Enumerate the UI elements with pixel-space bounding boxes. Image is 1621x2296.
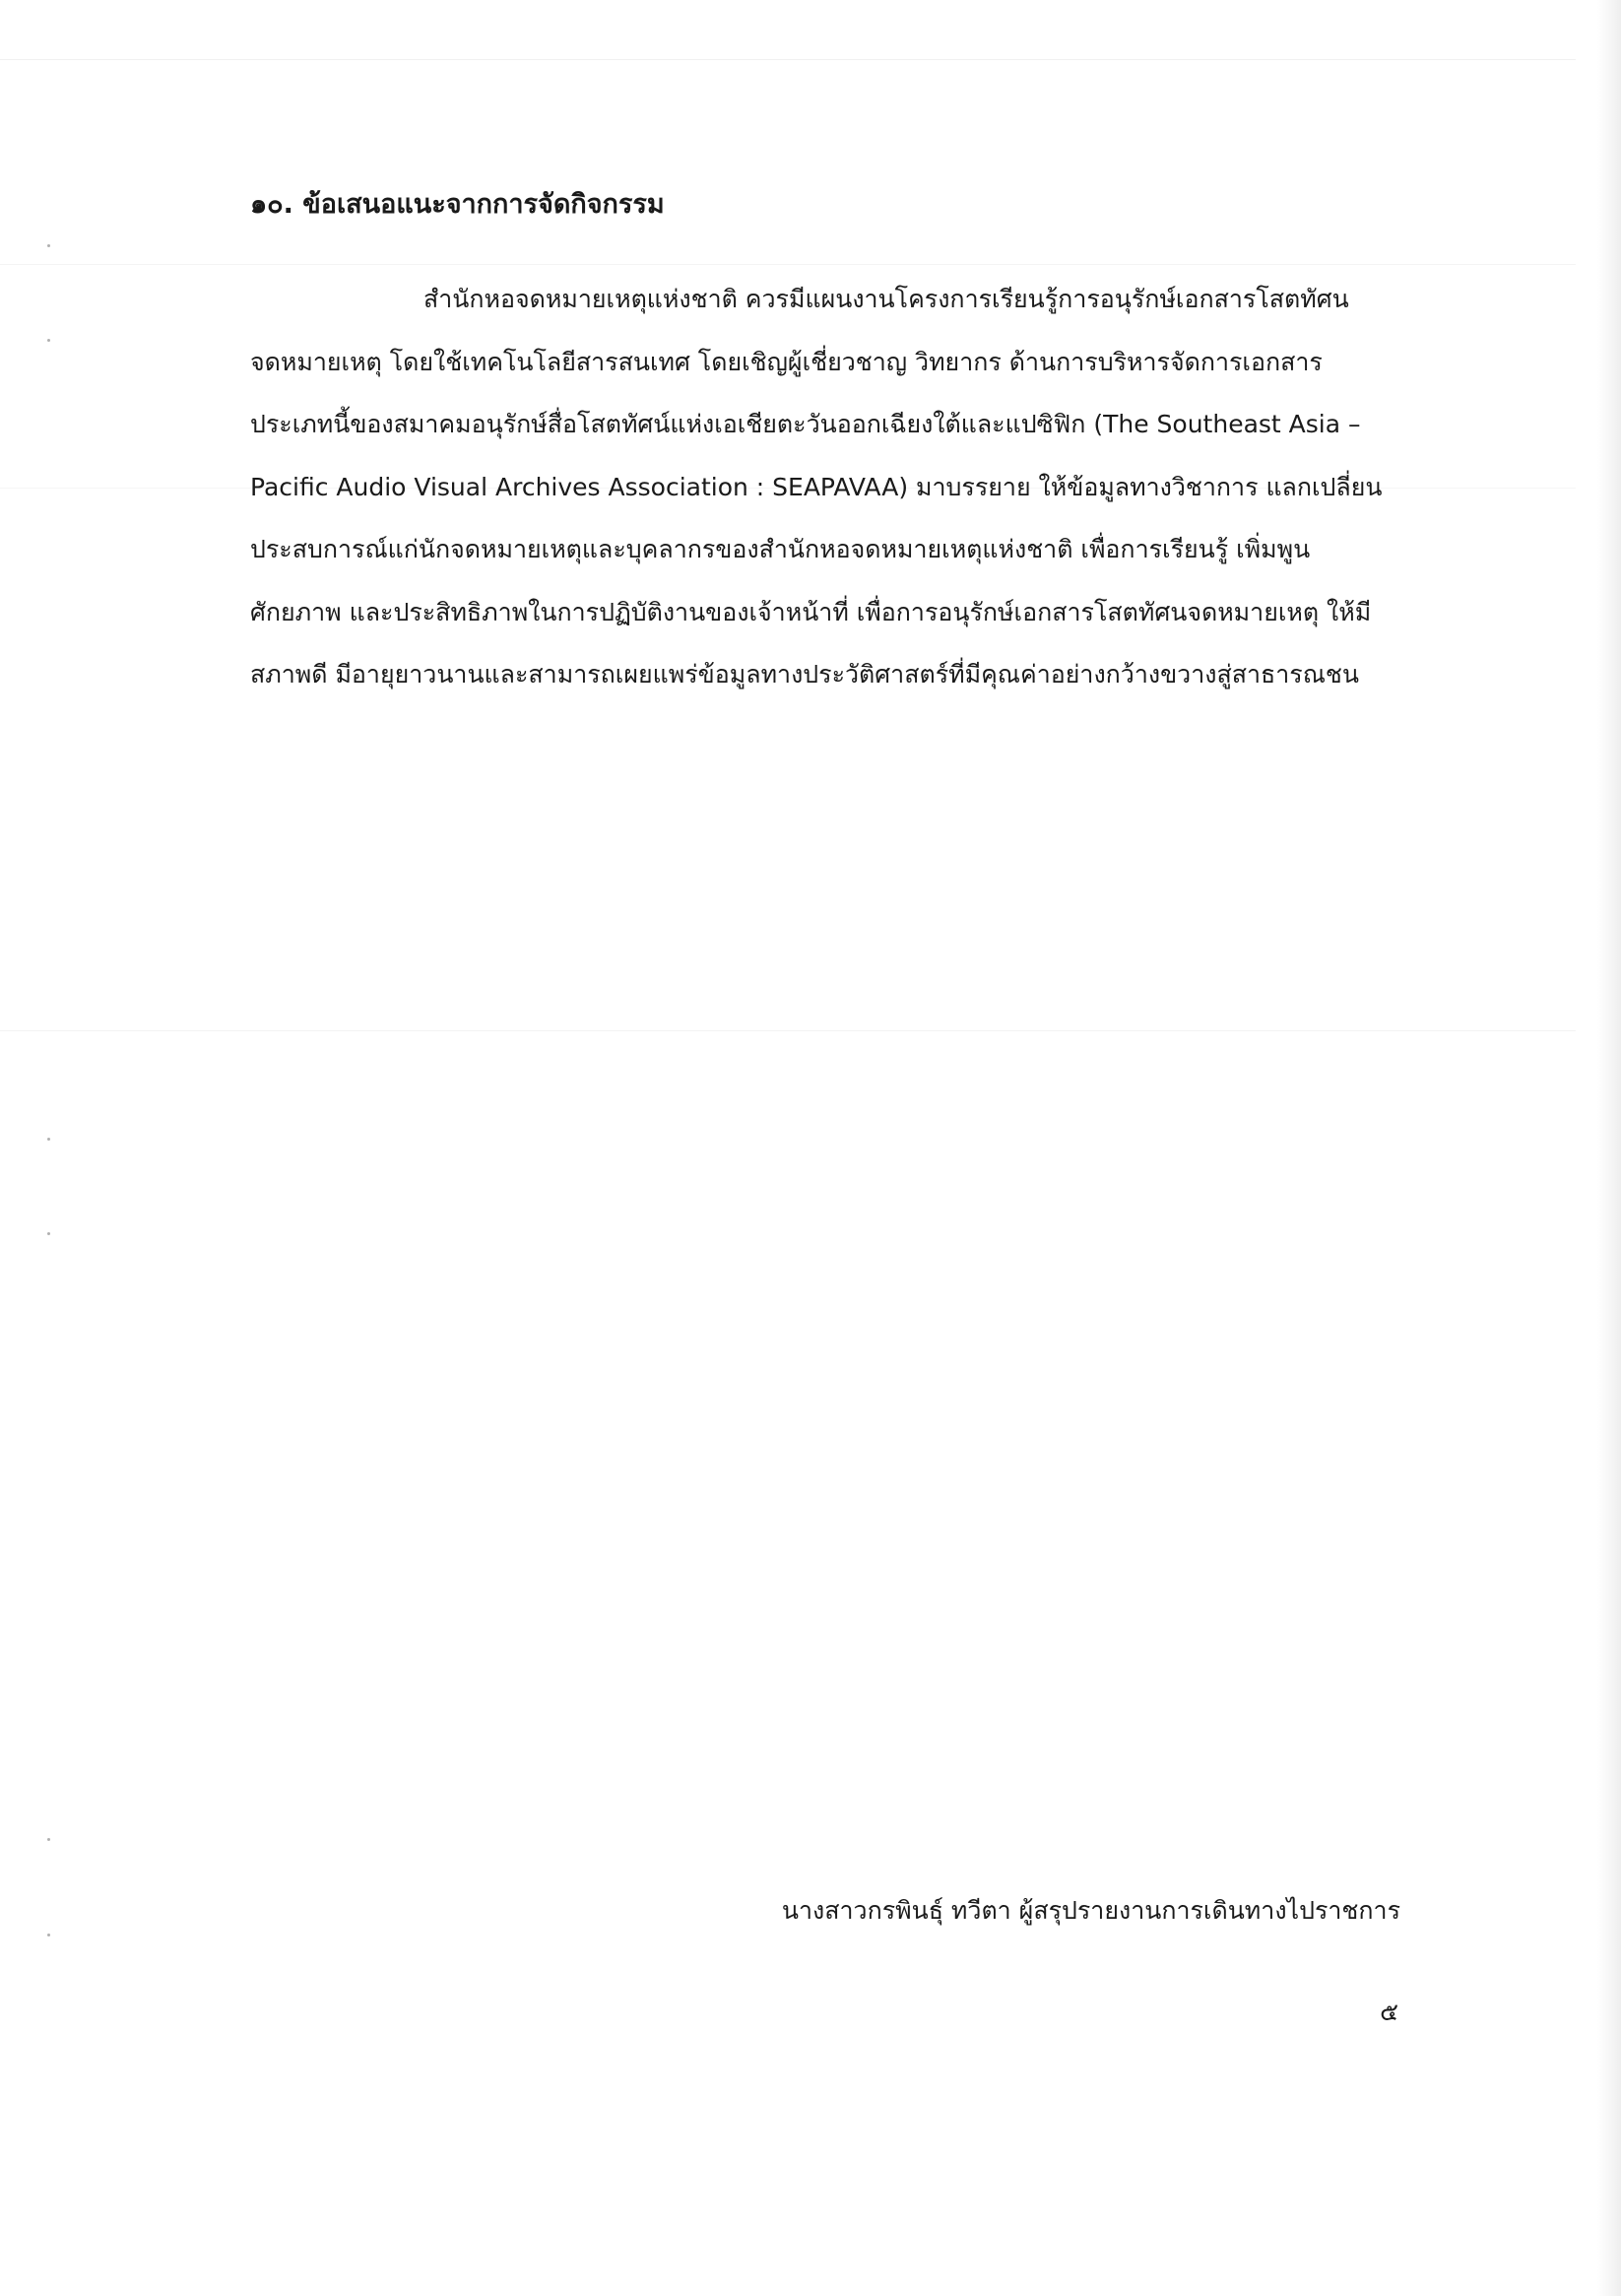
- scan-speck: [47, 1838, 50, 1841]
- paragraph-line: ศักยภาพ และประสิทธิภาพในการปฏิบัติงานของเจ้าหน้าที่ เพื่อการอนุรักษ์เอกสารโสตทัศนจดหมายเหตุ ให้มี: [250, 597, 1372, 626]
- scan-speck: [47, 1934, 50, 1936]
- page-number: ๕: [1380, 1998, 1398, 2026]
- scan-speck: [47, 1232, 50, 1235]
- scan-artifact-line: [0, 264, 1576, 265]
- paragraph-line: สภาพดี มีอายุยาวนานและสามารถเผยแพร่ข้อมูลทางประวัติศาสตร์ที่มีคุณค่าอย่างกว้างขวางสู่สาธารณชน: [250, 660, 1359, 689]
- scan-artifact-line: [0, 59, 1576, 60]
- paragraph-line: ประเภทนี้ของสมาคมอนุรักษ์สื่อโสตทัศน์แห่งเอเชียตะวันออกเฉียงใต้และแปซิฟิก (The Southeast Asia –: [250, 410, 1361, 438]
- paragraph-line: สำนักหอจดหมายเหตุแห่งชาติ ควรมีแผนงานโครงการเรียนรู้การอนุรักษ์เอกสารโสตทัศน: [423, 285, 1349, 313]
- scan-speck: [47, 1138, 50, 1141]
- paragraph-line: Pacific Audio Visual Archives Association : SEAPAVAA) มาบรรยาย ให้ข้อมูลทางวิชาการ แลกเปลี่ยน: [250, 472, 1383, 501]
- page-edge-shadow: [1597, 0, 1621, 2296]
- paragraph-line: ประสบการณ์แก่นักจดหมายเหตุและบุคลากรของสำนักหอจดหมายเหตุแห่งชาติ เพื่อการเรียนรู้ เพิ่มพูน: [250, 535, 1311, 563]
- scan-artifact-line: [0, 1030, 1576, 1031]
- signature-line: นางสาวกรพินธุ์ ทวีตา ผู้สรุปรายงานการเดินทางไปราชการ: [781, 1896, 1400, 1925]
- scan-speck: [47, 244, 50, 247]
- section-heading: ๑๐. ข้อเสนอแนะจากการจัดกิจกรรม: [250, 189, 665, 220]
- recommendation-paragraph: [250, 268, 1393, 706]
- scan-speck: [47, 339, 50, 342]
- paragraph-line: จดหมายเหตุ โดยใช้เทคโนโลยีสารสนเทศ โดยเชิญผู้เชี่ยวชาญ วิทยากร ด้านการบริหารจัดการเอกสาร: [250, 347, 1323, 376]
